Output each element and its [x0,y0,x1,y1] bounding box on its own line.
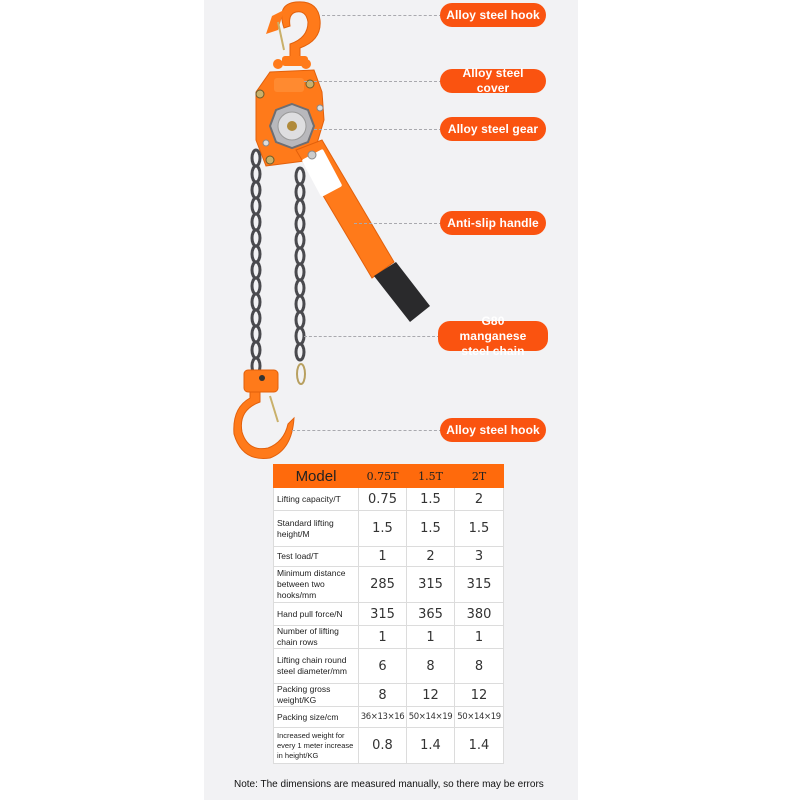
cell-value: 2 [455,488,504,511]
table-row [274,547,504,567]
table-row [274,684,504,707]
cell-value: 3 [455,547,504,567]
table-row [274,728,504,764]
row-label: Packing gross weight/KG [274,684,359,707]
cell-value: 380 [455,603,504,626]
callout-line-top-hook [322,15,442,16]
header-model-0: 0.75T [359,465,407,488]
cell-value: 1.5 [407,488,455,511]
callout-line-cover [304,81,442,82]
chain-icon [252,150,305,384]
table-header-row [274,465,504,488]
measurement-note: Note: The dimensions are measured manually, so there may be errors [234,779,544,790]
table-row [274,488,504,511]
cell-value: 315 [359,603,407,626]
cell-value: 8 [407,649,455,684]
cell-value: 36×13×16 [359,707,407,728]
cell-value: 1.5 [407,511,455,547]
callout-label: Alloy steel cover [462,66,524,95]
callout-line-bottom-hook [292,430,442,431]
cell-value: 12 [455,684,504,707]
cell-value: 0.8 [359,728,407,764]
cell-value: 1.4 [407,728,455,764]
cell-value: 8 [455,649,504,684]
spec-table [273,464,504,764]
cell-value: 0.75 [359,488,407,511]
callout-line-handle [354,223,442,224]
table-row [274,603,504,626]
row-label: Minimum distance between two hooks/mm [274,567,359,603]
callout-line-chain [304,336,440,337]
cell-value: 1.5 [455,511,504,547]
row-label: Hand pull force/N [274,603,359,626]
row-label: Increased weight for every 1 meter increase in height/KG [274,728,359,764]
bottom-hook-icon [234,370,294,459]
cell-value: 315 [407,567,455,603]
callout-gear [440,117,546,141]
cell-value: 315 [455,567,504,603]
callout-cover [440,66,546,95]
table-row [274,649,504,684]
anti-slip-grip-icon [374,262,430,322]
header-model: Model [274,465,359,488]
callout-label: Alloy steel gear [447,121,539,136]
header-model-2: 2T [455,465,504,488]
callout-label: Anti-slip handle [447,215,539,230]
callout-bottom-hook [440,418,546,442]
cell-value: 365 [407,603,455,626]
cell-value: 2 [407,547,455,567]
product-detail-panel [204,0,578,800]
table-row [274,626,504,649]
callout-handle [440,211,546,235]
row-label: Packing size/cm [274,707,359,728]
cell-value: 1.5 [359,511,407,547]
callout-label: G80 manganese steel chain [459,313,527,358]
cell-value: 1 [359,547,407,567]
row-label: Number of lifting chain rows [274,626,359,649]
callout-chain [438,313,548,358]
table-row [274,511,504,547]
cell-value: 1 [359,626,407,649]
callout-label: Alloy steel hook [446,7,540,22]
cell-value: 1 [407,626,455,649]
lever-handle-icon [296,140,430,322]
row-label: Test load/T [274,547,359,567]
row-label: Standard lifting height/M [274,511,359,547]
callout-line-gear [314,129,442,130]
callout-label: Alloy steel hook [446,422,540,437]
cell-value: 6 [359,649,407,684]
callout-top-hook [440,3,546,27]
cell-value: 1.4 [455,728,504,764]
table-row [274,707,504,728]
header-model-1: 1.5T [407,465,455,488]
cell-value: 12 [407,684,455,707]
table-row [274,567,504,603]
cell-value: 50×14×19 [407,707,455,728]
cell-value: 1 [455,626,504,649]
row-label: Lifting chain round steel diameter/mm [274,649,359,684]
cell-value: 8 [359,684,407,707]
row-label: Lifting capacity/T [274,488,359,511]
cell-value: 50×14×19 [455,707,504,728]
cell-value: 285 [359,567,407,603]
top-hook-icon [266,2,320,69]
